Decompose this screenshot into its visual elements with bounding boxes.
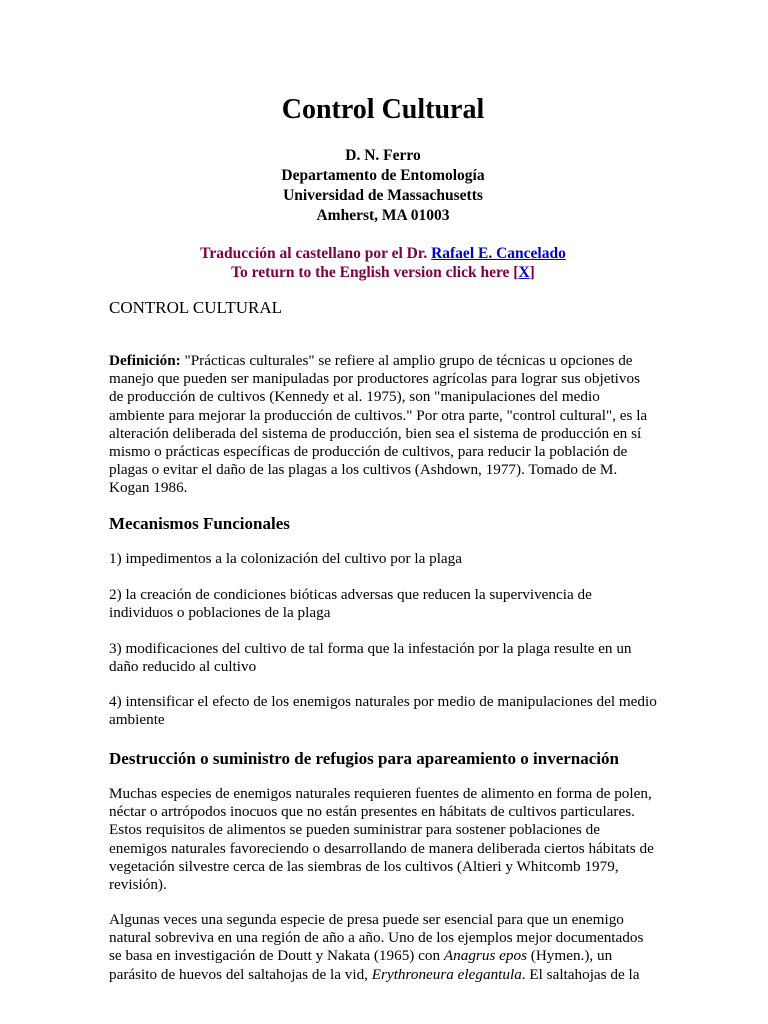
- mechanism-item-4: 4) intensificar el efecto de los enemigos naturales por medio de manipulaciones del medio ambiente: [109, 693, 657, 729]
- translation-prefix: Traducción al castellano por el Dr.: [200, 245, 432, 262]
- english-version-link[interactable]: X: [518, 264, 530, 281]
- mechanism-item-1: 1) impedimentos a la colonización del cultivo por la plaga: [109, 550, 462, 567]
- mechanism-item-3: 3) modificaciones del cultivo de tal forma que la infestación por la plaga resulte en un daño reducido al cultivo: [109, 640, 632, 676]
- section-title: CONTROL CULTURAL: [109, 298, 282, 317]
- definition-label: Definición:: [109, 352, 181, 369]
- mechanisms-heading: Mecanismos Funcionales: [109, 514, 290, 533]
- page-title: Control Cultural: [281, 94, 485, 125]
- definition-paragraph: [109, 352, 657, 498]
- refuges-paragraph-2-text-c: . El saltahojas de la: [521, 965, 640, 983]
- translation-line: [109, 244, 657, 263]
- author-name: D. N. Ferro: [345, 147, 421, 164]
- species-erythroneura: Erythroneura elegantula: [371, 965, 522, 983]
- return-suffix: ]: [529, 264, 535, 281]
- author-block: [109, 146, 657, 226]
- refuges-paragraph-2: [109, 911, 657, 984]
- definition-text: "Prácticas culturales" se refiere al amplio grupo de técnicas u opciones de manejo que pueden ser manipuladas por productores agrícolas para lograr sus objetivos de producción de cultivos (Kennedy et al. 1975), son "manipulaciones del medio ambiente para mejorar la producción de cultivos." Por otra parte, "control cultural", es la alteración deliberada del sistema de producción, bien sea el sistema de producción en sí mismo o prácticas específicas de producción de cultivos, para reducir la población de plagas o evitar el daño de las plagas a los cultivos (Ashdown, 1977). Tomado de M. Kogan 1986.: [109, 352, 648, 497]
- translation-note: [109, 244, 657, 282]
- return-line: [109, 263, 657, 282]
- author-department: Departamento de Entomología: [281, 167, 485, 184]
- author-university: Universidad de Massachusetts: [283, 187, 483, 204]
- mechanism-item-2: 2) la creación de condiciones bióticas adversas que reducen la supervivencia de individuos o poblaciones de la plaga: [109, 586, 592, 622]
- refuges-paragraph-2-text-b: (Hymen.), un parásito de huevos del saltahojas de la vid,: [109, 947, 613, 983]
- author-city: Amherst, MA 01003: [316, 207, 450, 224]
- refuges-paragraph-1: Muchas especies de enemigos naturales requieren fuentes de alimento en forma de polen, néctar o artrópodos inocuos que no están presentes en hábitats de cultivos particulares. Estos requisitos de alimentos se pueden suministrar para sostener poblaciones de enemigos naturales favoreciendo o desarrollando de manera deliberada ciertos hábitats de vegetación silvestre cerca de las siembras de los cultivos (Altieri y Whitcomb 1979, revisión).: [109, 785, 654, 894]
- return-prefix: To return to the English version click here [: [231, 264, 519, 281]
- species-anagrus: Anagrus epos: [443, 947, 527, 965]
- refuges-paragraph-2-text-a: Algunas veces una segunda especie de presa puede ser esencial para que un enemigo natural sobreviva en una región de año a año. Uno de los ejemplos mejor documentados se basa en investigación de Doutt y Nakata (1965) con: [109, 911, 644, 965]
- refuges-heading: Destrucción o suministro de refugios para apareamiento o invernación: [109, 749, 619, 768]
- translator-link[interactable]: Rafael E. Cancelado: [431, 245, 566, 262]
